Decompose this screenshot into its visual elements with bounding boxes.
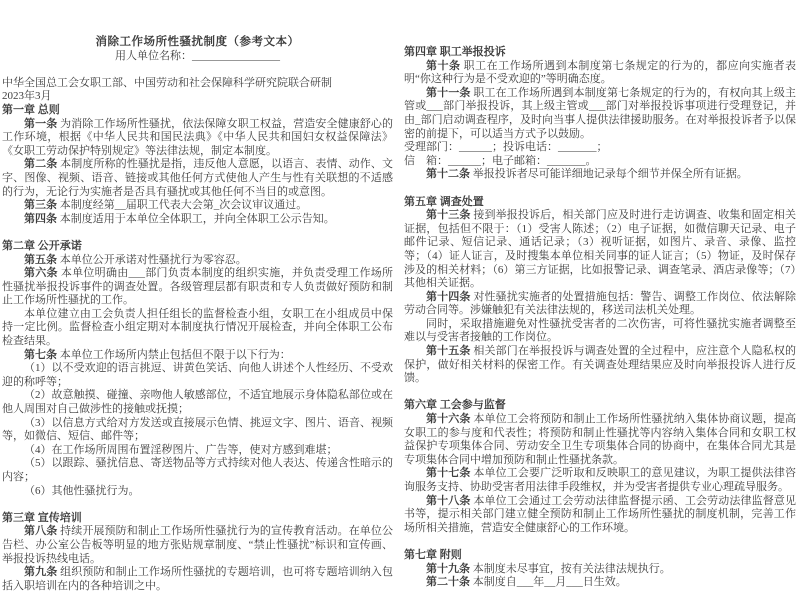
chapter-heading: 第七章 附则 xyxy=(404,548,462,561)
article-paragraph: （5）以跟踪、骚扰信息、寄送物品等方式持续对他人表达、传递含性暗示的内容； xyxy=(2,457,393,483)
contact-fill-in-line: 信 箱：______；电子邮箱：_______。 xyxy=(404,154,597,167)
document-page-2 xyxy=(404,0,796,590)
article-text: 对性骚扰实施者的处置措施包括：警告、调整工作岗位、依法解除劳动合同等。涉嫌触犯有关法律法规的，移送司法机关处理。 xyxy=(404,290,796,317)
doc-title: 消除工作场所性骚扰制度（参考文本） xyxy=(95,36,300,48)
article-number: 第九条 xyxy=(24,566,58,579)
article-number: 第四条 xyxy=(24,212,57,225)
article-paragraph xyxy=(404,495,796,536)
article-number: 第八条 xyxy=(24,525,58,538)
article-paragraph xyxy=(404,345,796,386)
article-paragraph: （1）以不受欢迎的语言挑逗、讲黄色笑话、向他人讲述个人性经历、不受欢迎的称呼等； xyxy=(2,362,393,388)
article-paragraph xyxy=(2,566,393,593)
article-paragraph xyxy=(2,199,393,213)
contact-fill-in-line: 受理部门：______；投诉电话：_______； xyxy=(404,141,608,154)
page-1-body xyxy=(2,104,393,593)
article-number: 第十五条 xyxy=(426,345,471,358)
article-paragraph xyxy=(2,118,393,159)
chapter-heading: 第四章 职工举报投诉 xyxy=(404,46,506,58)
article-paragraph xyxy=(404,291,796,318)
article-paragraph xyxy=(404,467,796,494)
article-number: 第十六条 xyxy=(426,413,471,426)
article-text: 职工在工作场所遇到本制度第七条规定的行为的，有权向其上级主管或___部门举报投诉，其上级主管或___部门对举报投诉事项进行受理登记，并由_部门启动调查程序，及时向当事人提供法律援助服务。在对举报投诉者予以保密的前提下，可以适当方式予以鼓励。 xyxy=(404,86,796,140)
article-number: 第十八条 xyxy=(426,494,471,507)
article-paragraph xyxy=(2,349,393,363)
article-paragraph: 同时，采取措施避免对性骚扰受害者的二次伤害，可将性骚扰实施者调整至难以与受害者接触的工作岗位。 xyxy=(404,317,796,344)
article-text: 本制度所称的性骚扰是指，违反他人意愿，以语言、表情、动作、文字、图像、视频、语音、链接或其他任何方式使他人产生与性有关联想的不适感的行为，无论行为实施者是否具有骚扰或其他任何不当目的或意图。 xyxy=(2,158,393,198)
article-paragraph xyxy=(2,254,393,268)
page-2-body xyxy=(404,46,796,590)
article-text: 本单位公开承诺对性骚扰行为零容忍。 xyxy=(57,253,247,266)
article-number: 第二条 xyxy=(24,158,58,171)
article-text: 本单位明确由___部门负责本制度的组织实施，并负责受理工作场所性骚扰举报投诉事件的调查处置。各级管理层都有职责和专人负责做好预防和制止工作场所性骚扰的工作。 xyxy=(2,267,394,307)
article-text: 接到举报投诉后，相关部门应及时进行走访调查、收集和固定相关证据，包括但不限于：（1）受害人陈述；（2）电子证据，如微信聊天记录、电子邮件记录、短信记录、通话记录；（3）视听证据，如图片、录音、录像、监控等；（4）证人证言，及时搜集本单位相关同事的证人证言；（5）物证，及时保存涉及的相关材料；（6）第三方证据，比如报警记录、调查笔录、酒店录像等；（7）其他相关证据。 xyxy=(404,209,796,290)
article-paragraph xyxy=(404,563,796,577)
chapter-heading: 第六章 工会参与监督 xyxy=(404,399,506,412)
article-text: 本单位工会要广泛听取和反映职工的意见建议，为职工提供法律咨询服务支持、协助受害者用法律手段维权，并为受害者提供专业心理疏导服务。 xyxy=(404,467,796,493)
article-number: 第十二条 xyxy=(426,168,470,181)
article-text: 本单位工作场所内禁止包括但不限于以下行为： xyxy=(57,348,291,361)
article-number: 第七条 xyxy=(24,348,57,361)
article-text: 本制度未尽事宜，按有关法律法规执行。 xyxy=(470,562,671,575)
chapter-heading: 第二章 公开承诺 xyxy=(2,239,82,252)
article-text: 为消除工作场所性骚扰，依法保障女职工权益，营造安全健康舒心的工作环境，根据《中华人民共和国民法典》《中华人民共和国妇女权益保障法》《女职工劳动保护特别规定》等法律法规，制定本制度。 xyxy=(2,117,393,157)
article-paragraph: （4）在工作场所周围布置淫秽图片、广告等，使对方感到难堪； xyxy=(24,443,338,456)
article-number: 第十三条 xyxy=(426,209,471,222)
article-text: 本制度自___年__月___日生效。 xyxy=(470,576,627,589)
article-text: 举报投诉者尽可能详细地记录每个细节并保全所有证据。 xyxy=(470,168,748,181)
article-paragraph: （6）其他性骚扰行为。 xyxy=(24,484,140,497)
chapter-heading: 第一章 总则 xyxy=(2,103,60,116)
date-line: 2023年3月 xyxy=(2,90,52,103)
article-text: 本制度经第__届职工代表大会第_次会议审议通过。 xyxy=(57,199,308,212)
article-paragraph xyxy=(404,60,796,87)
chapter-heading: 第三章 宣传培训 xyxy=(2,511,82,524)
authors-line: 中华全国总工会女职工部、中国劳动和社会保障科学研究院联合研制 xyxy=(2,76,332,89)
article-number: 第五条 xyxy=(24,253,57,266)
article-paragraph xyxy=(2,158,393,199)
article-paragraph xyxy=(404,209,796,291)
article-paragraph: （2）故意触摸、碰撞、亲吻他人敏感部位，不适宜地展示身体隐私部位或在他人周围对自己做涉性的接触或抚摸； xyxy=(2,389,393,416)
article-number: 第三条 xyxy=(24,199,57,212)
chapter-heading: 第五章 调查处置 xyxy=(404,195,484,208)
article-text: 相关部门在举报投诉与调查处置的全过程中，应注意个人隐私权的保护，做好相关材料的保密工作。有关调查处理结果应及时向举报投诉人进行反馈。 xyxy=(404,345,796,385)
article-text: 职工在工作场所遇到本制度第七条规定的行为的，都应向实施者表明“你这种行为是不受欢迎的”等明确态度。 xyxy=(404,59,797,86)
article-number: 第十条 xyxy=(426,59,461,72)
article-number: 第一条 xyxy=(24,117,58,130)
article-paragraph xyxy=(404,87,796,141)
article-text: 持续开展预防和制止工作场所性骚扰行为的宣传教育活动。在单位公告栏、办公室公告板等明显的地方张贴规章制度、“禁止性骚扰”标识和宣传画、举报投诉热线电话。 xyxy=(2,525,393,565)
article-paragraph xyxy=(404,413,796,467)
article-paragraph xyxy=(2,213,393,227)
article-number: 第二十条 xyxy=(426,576,470,589)
article-text: 本单位工会将预防和制止工作场所性骚扰纳入集体协商议题，提高女职工的参与度和代表性；将预防和制止性骚扰等内容纳入集体合同和女职工权益保护专项集体合同、劳动安全卫生专项集体合同的协商中，在集体合同尤其是专项集体合同中增加预防和制止性骚扰条款。 xyxy=(404,413,796,466)
article-paragraph xyxy=(2,267,393,308)
employer-name-line: 用人单位名称：________________ xyxy=(115,49,280,62)
article-number: 第十九条 xyxy=(426,562,470,575)
article-text: 组织预防和制止工作场所性骚扰的专题培训，也可将专题培训纳入包括入职培训在内的各种培训之中。 xyxy=(2,566,393,592)
article-number: 第十七条 xyxy=(426,467,471,480)
article-text: 本制度适用于本单位全体职工，并向全体职工公示告知。 xyxy=(57,212,335,225)
article-paragraph: 本单位建立由工会负责人担任组长的监督检查小组，女职工在小组成员中保持一定比例。监督检查小组定期对本制度执行情况开展检查，并向全体职工公布检查结果。 xyxy=(2,307,393,348)
article-text: 本单位工会通过工会劳动法律监督提示函、工会劳动法律监督意见书等，提示相关部门建立健全预防和制止工作场所性骚扰的制度机制，完善工作场所相关措施，营造安全健康舒心的工作环境。 xyxy=(404,494,796,534)
article-number: 第六条 xyxy=(24,267,58,280)
article-paragraph: （3）以信息方式给对方发送或直接展示色情、挑逗文字、图片、语音、视频等，如微信、短信、邮件等； xyxy=(2,416,393,443)
article-paragraph xyxy=(2,525,393,566)
article-number: 第十四条 xyxy=(426,290,471,303)
document-page-1 xyxy=(2,0,393,593)
article-paragraph xyxy=(404,168,796,182)
article-paragraph xyxy=(404,576,796,590)
article-number: 第十一条 xyxy=(426,86,471,99)
